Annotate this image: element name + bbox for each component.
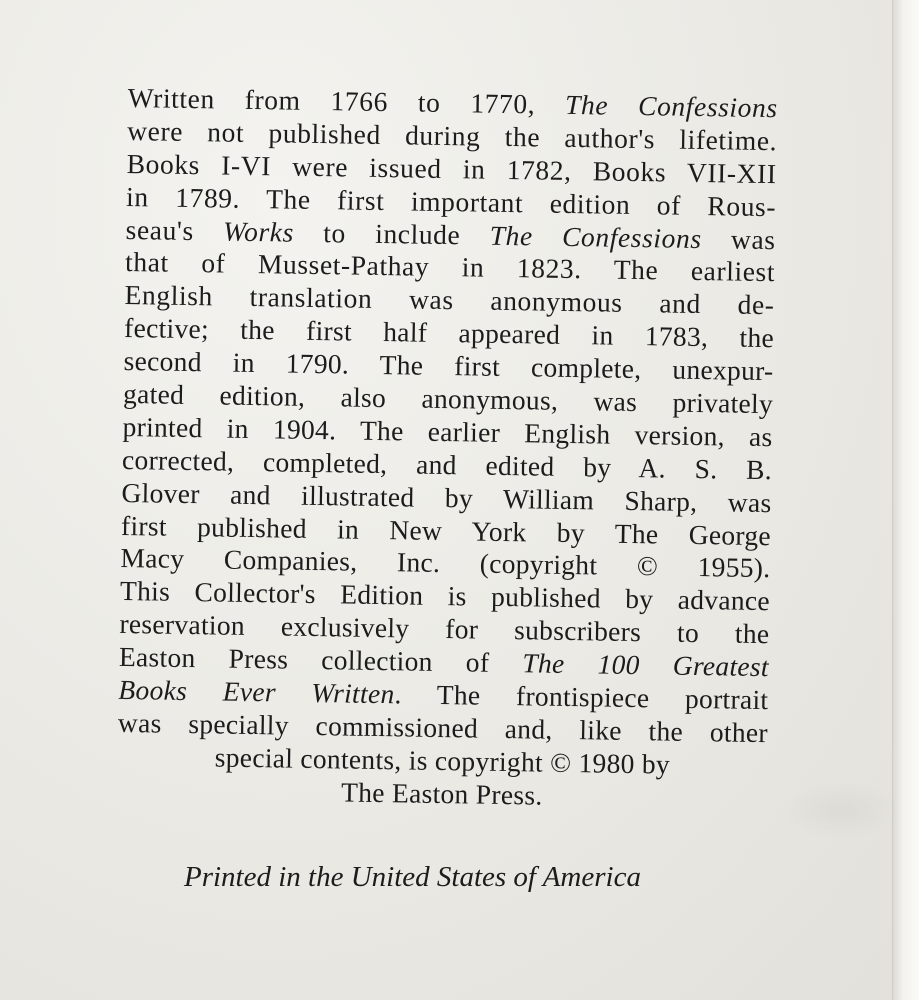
- colophon-line: were not published during the author's lifetime.: [126, 114, 778, 157]
- colophon-line: Glover and illustrated by William Sharp, was: [121, 476, 772, 518]
- printed-in-statement: Printed in the United States of America: [184, 861, 641, 893]
- colophon-line: Macy Companies, Inc. (copyright © 1955).: [120, 542, 771, 584]
- colophon-line: was specially commissioned and, like the other: [117, 706, 769, 749]
- colophon-line: Books I-VI were issued in 1782, Books VII-XII: [126, 147, 777, 189]
- colophon-line: fective; the first half appeared in 1783, the: [123, 312, 775, 354]
- colophon-line: This Collector's Edition is published by advance: [119, 575, 771, 617]
- colophon-line: English translation was anonymous and de-: [124, 279, 775, 321]
- colophon-line: first published in New York by The George: [120, 509, 772, 551]
- show-through-shadow: [780, 780, 900, 840]
- colophon-line: special contents, is copyright © 1980 by: [214, 741, 671, 780]
- colophon-line: reservation exclusively for subscribers to the: [119, 608, 770, 650]
- colophon-line: printed in 1904. The earlier English version, as: [122, 410, 773, 453]
- colophon-line: seau's Works to include The Confessions was: [125, 213, 776, 255]
- colophon-line: Easton Press collection of The 100 Greatest: [118, 641, 770, 683]
- colophon-line: second in 1790. The first complete, unexpur-: [123, 345, 774, 387]
- colophon-line: Written from 1766 to 1770, The Confessions: [127, 82, 778, 124]
- colophon-line: that of Musset-Pathay in 1823. The earliest: [124, 246, 776, 288]
- colophon-line: corrected, completed, and edited by A. S. B.: [121, 443, 773, 485]
- colophon-line: in 1789. The first important edition of Rous-: [125, 180, 777, 222]
- colophon-text: [117, 82, 778, 816]
- page-edge: [892, 0, 919, 1000]
- colophon-line: gated edition, also anonymous, was privately: [122, 377, 774, 420]
- colophon-line: The Easton Press.: [340, 776, 543, 811]
- colophon-line: Books Ever Written. The frontispiece portrait: [118, 673, 769, 716]
